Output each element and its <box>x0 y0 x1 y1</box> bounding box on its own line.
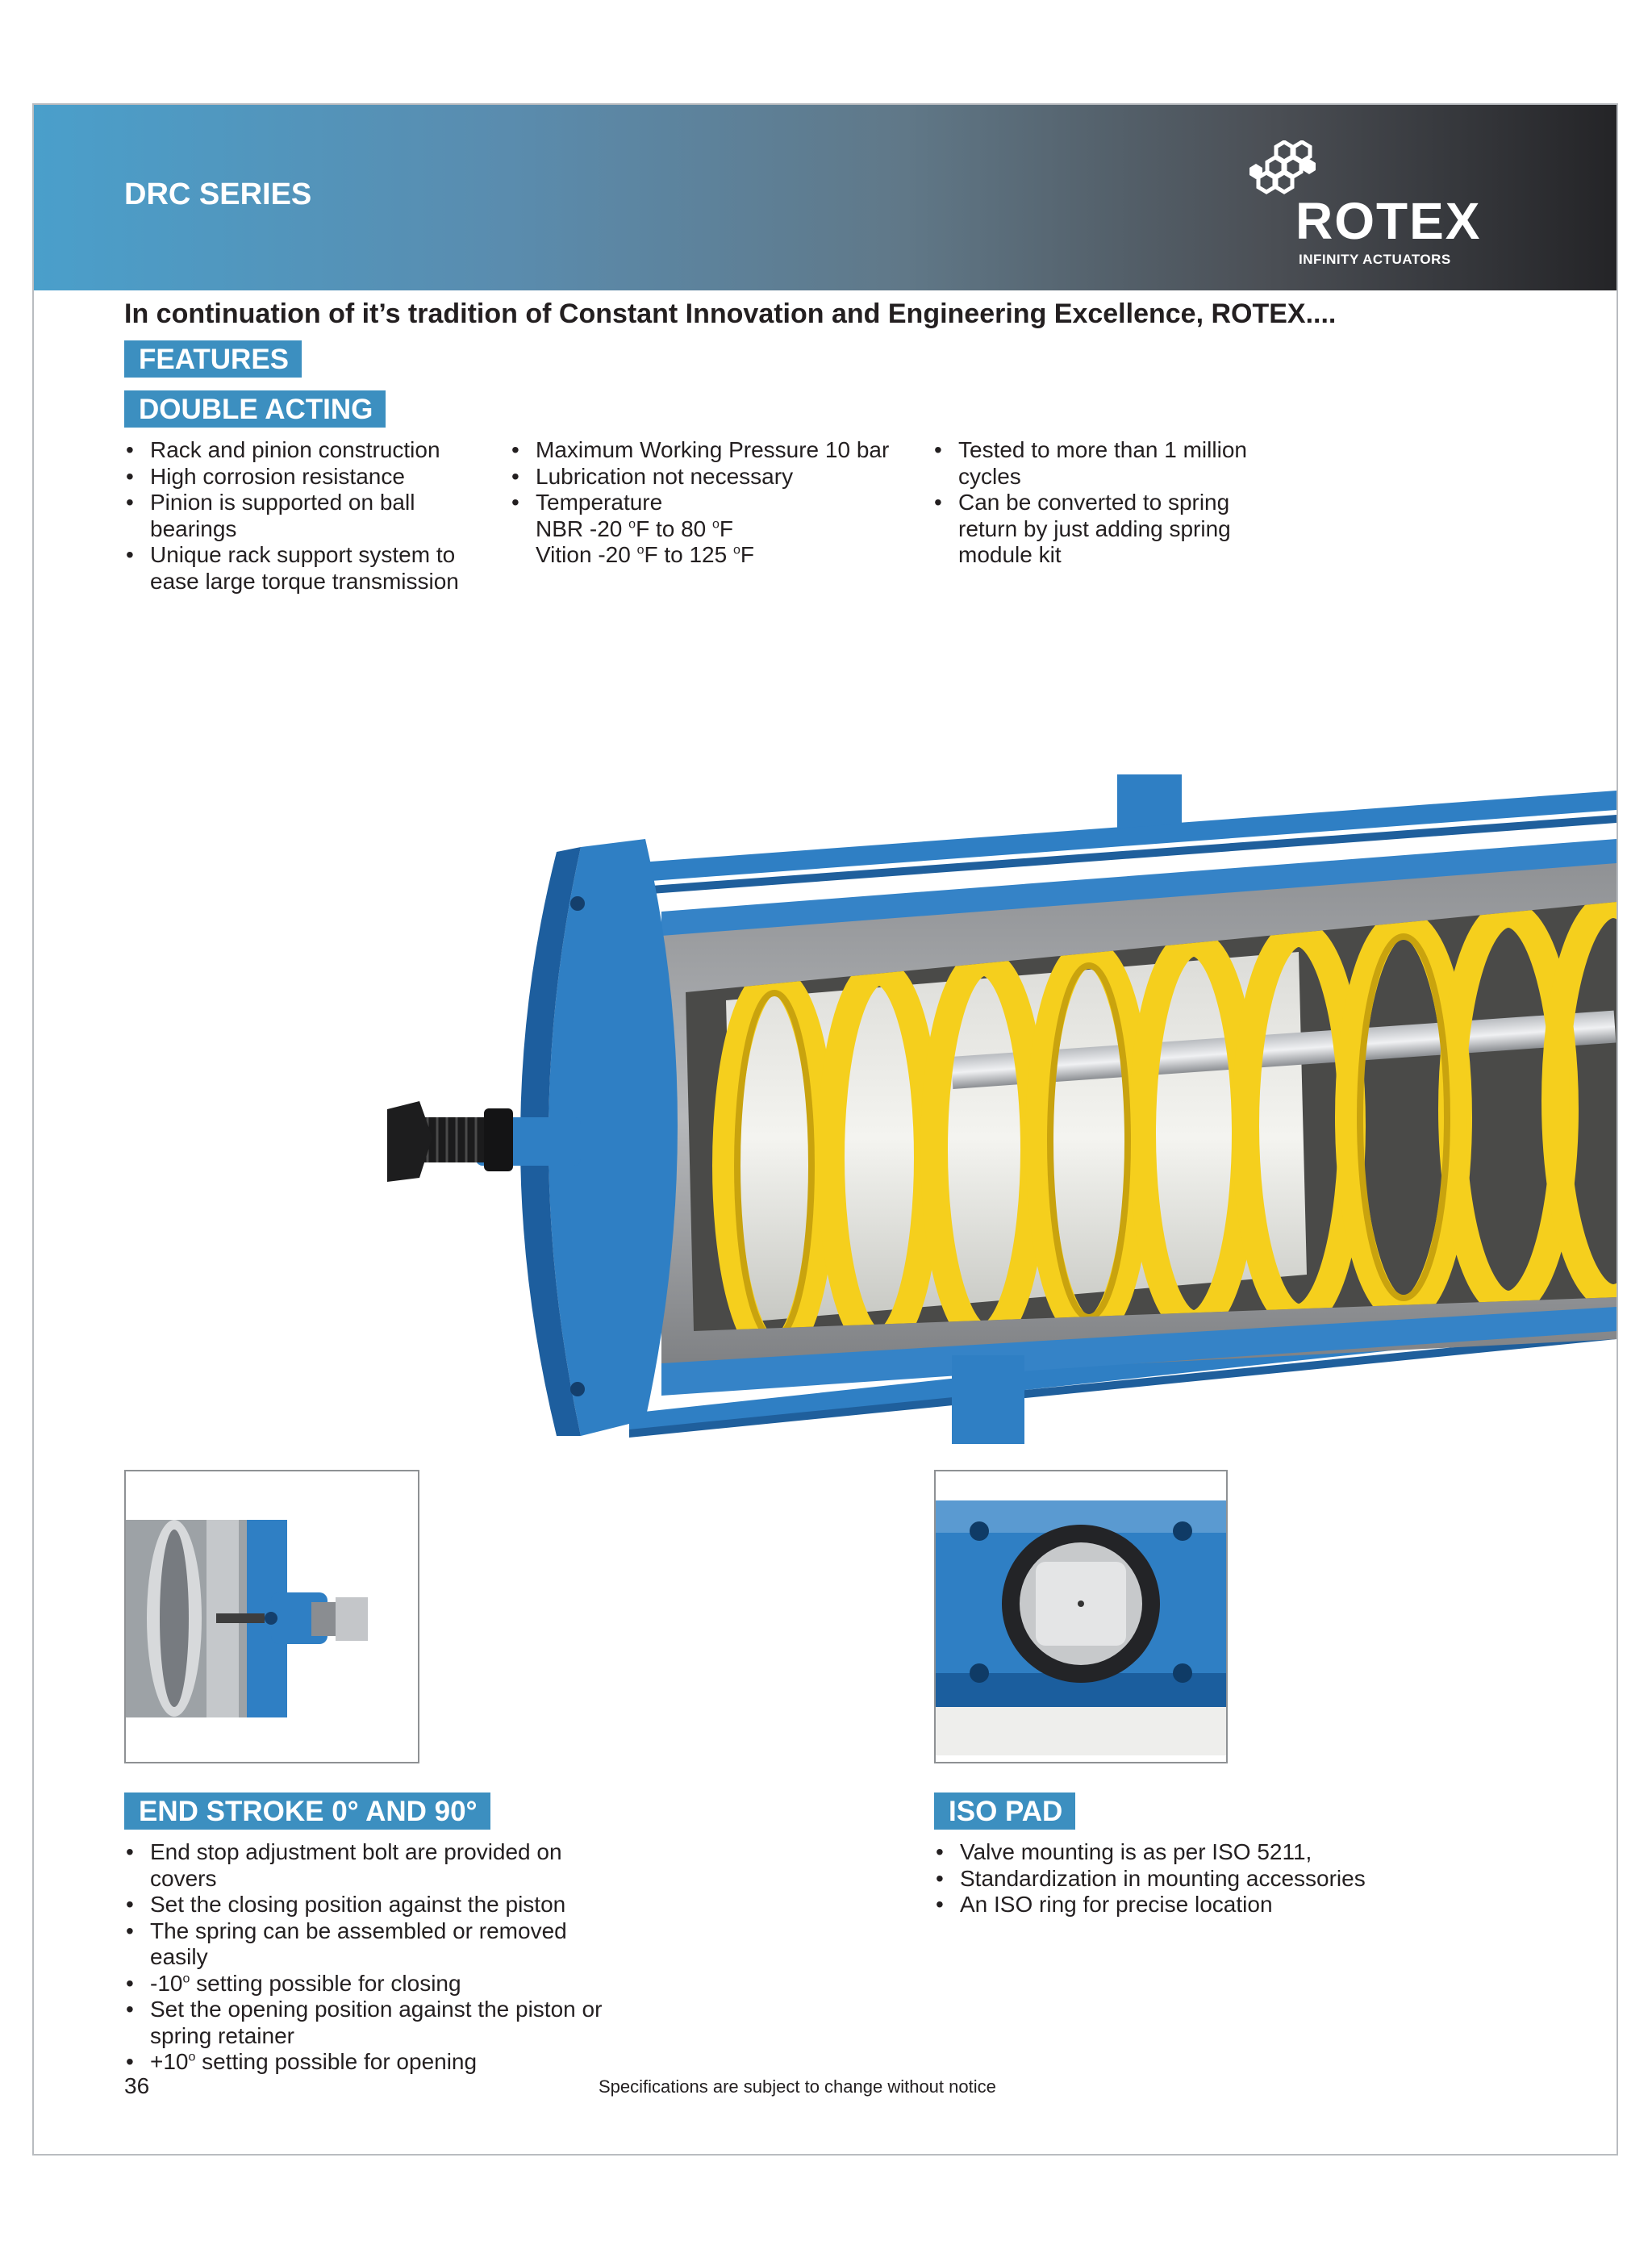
logo-tagline: INFINITY ACTUATORS <box>1299 252 1451 267</box>
logo-wordmark: ROTEX <box>1295 192 1482 250</box>
features-tag: FEATURES <box>124 340 302 378</box>
double-acting-list-1 <box>124 437 495 595</box>
header-banner <box>34 105 1617 290</box>
list-item: • Lubrication not necessary <box>510 464 929 490</box>
double-acting-list-2 <box>510 437 929 569</box>
double-acting-tag: DOUBLE ACTING <box>124 390 386 428</box>
end-stop-bolt-image <box>126 1471 418 1762</box>
list-item: • Set the closing position against the piston <box>124 1892 624 1918</box>
footer-notice: Specifications are subject to change without notice <box>599 2076 996 2097</box>
list-item: • The spring can be assembled or removed easily <box>124 1918 602 1971</box>
list-item: • Can be converted to spring return by just adding spring module kit <box>932 490 1265 569</box>
intro-heading: In continuation of it’s tradition of Constant Innovation and Engineering Excellence, ROTEX.... <box>124 298 1337 329</box>
list-item: • Valve mounting is as per ISO 5211, <box>934 1839 1434 1866</box>
list-item: • Tested to more than 1 million cycles <box>932 437 1281 490</box>
list-item: • Rack and pinion construction <box>124 437 495 464</box>
iso-pad-tag: ISO PAD <box>934 1792 1075 1830</box>
list-item: • End stop adjustment bolt are provided on covers <box>124 1839 602 1892</box>
list-item: • Set the opening position against the piston or spring retainer <box>124 1997 634 2049</box>
list-item <box>510 490 929 569</box>
double-acting-list-3 <box>932 437 1271 569</box>
end-stroke-thumbnail <box>124 1470 419 1763</box>
end-stroke-tag: END STROKE 0° AND 90° <box>124 1792 490 1830</box>
temperature-nbr: NBR -20 $^o$F to 80 $^o$F <box>536 515 734 541</box>
list-item: • Maximum Working Pressure 10 bar <box>510 437 929 464</box>
list-item: • Standardization in mounting accessories <box>934 1866 1434 1893</box>
page-number: 36 <box>124 2073 150 2098</box>
iso-pad-thumbnail <box>934 1470 1228 1763</box>
iso-pad-image <box>936 1471 1226 1762</box>
list-item: • $+10^o$ setting possible for opening <box>124 2049 624 2076</box>
temperature-label: Temperature <box>536 490 663 515</box>
list-item: • Pinion is supported on ball bearings <box>124 490 440 542</box>
temperature-vition: Vition -20 $^o$F to 125 $^o$F <box>536 542 754 567</box>
series-title: DRC SERIES <box>124 177 312 211</box>
list-item: • -10$^o$ setting possible for closing <box>124 1971 624 1997</box>
end-stroke-list <box>124 1839 624 2076</box>
iso-pad-list <box>934 1839 1434 1918</box>
list-item: • High corrosion resistance <box>124 464 495 490</box>
list-item: • An ISO ring for precise location <box>934 1892 1434 1918</box>
actuator-cutaway-image <box>387 774 1617 1484</box>
list-item: • Unique rack support system to ease large torque transmission <box>124 542 489 595</box>
rotex-logo <box>1245 140 1482 267</box>
